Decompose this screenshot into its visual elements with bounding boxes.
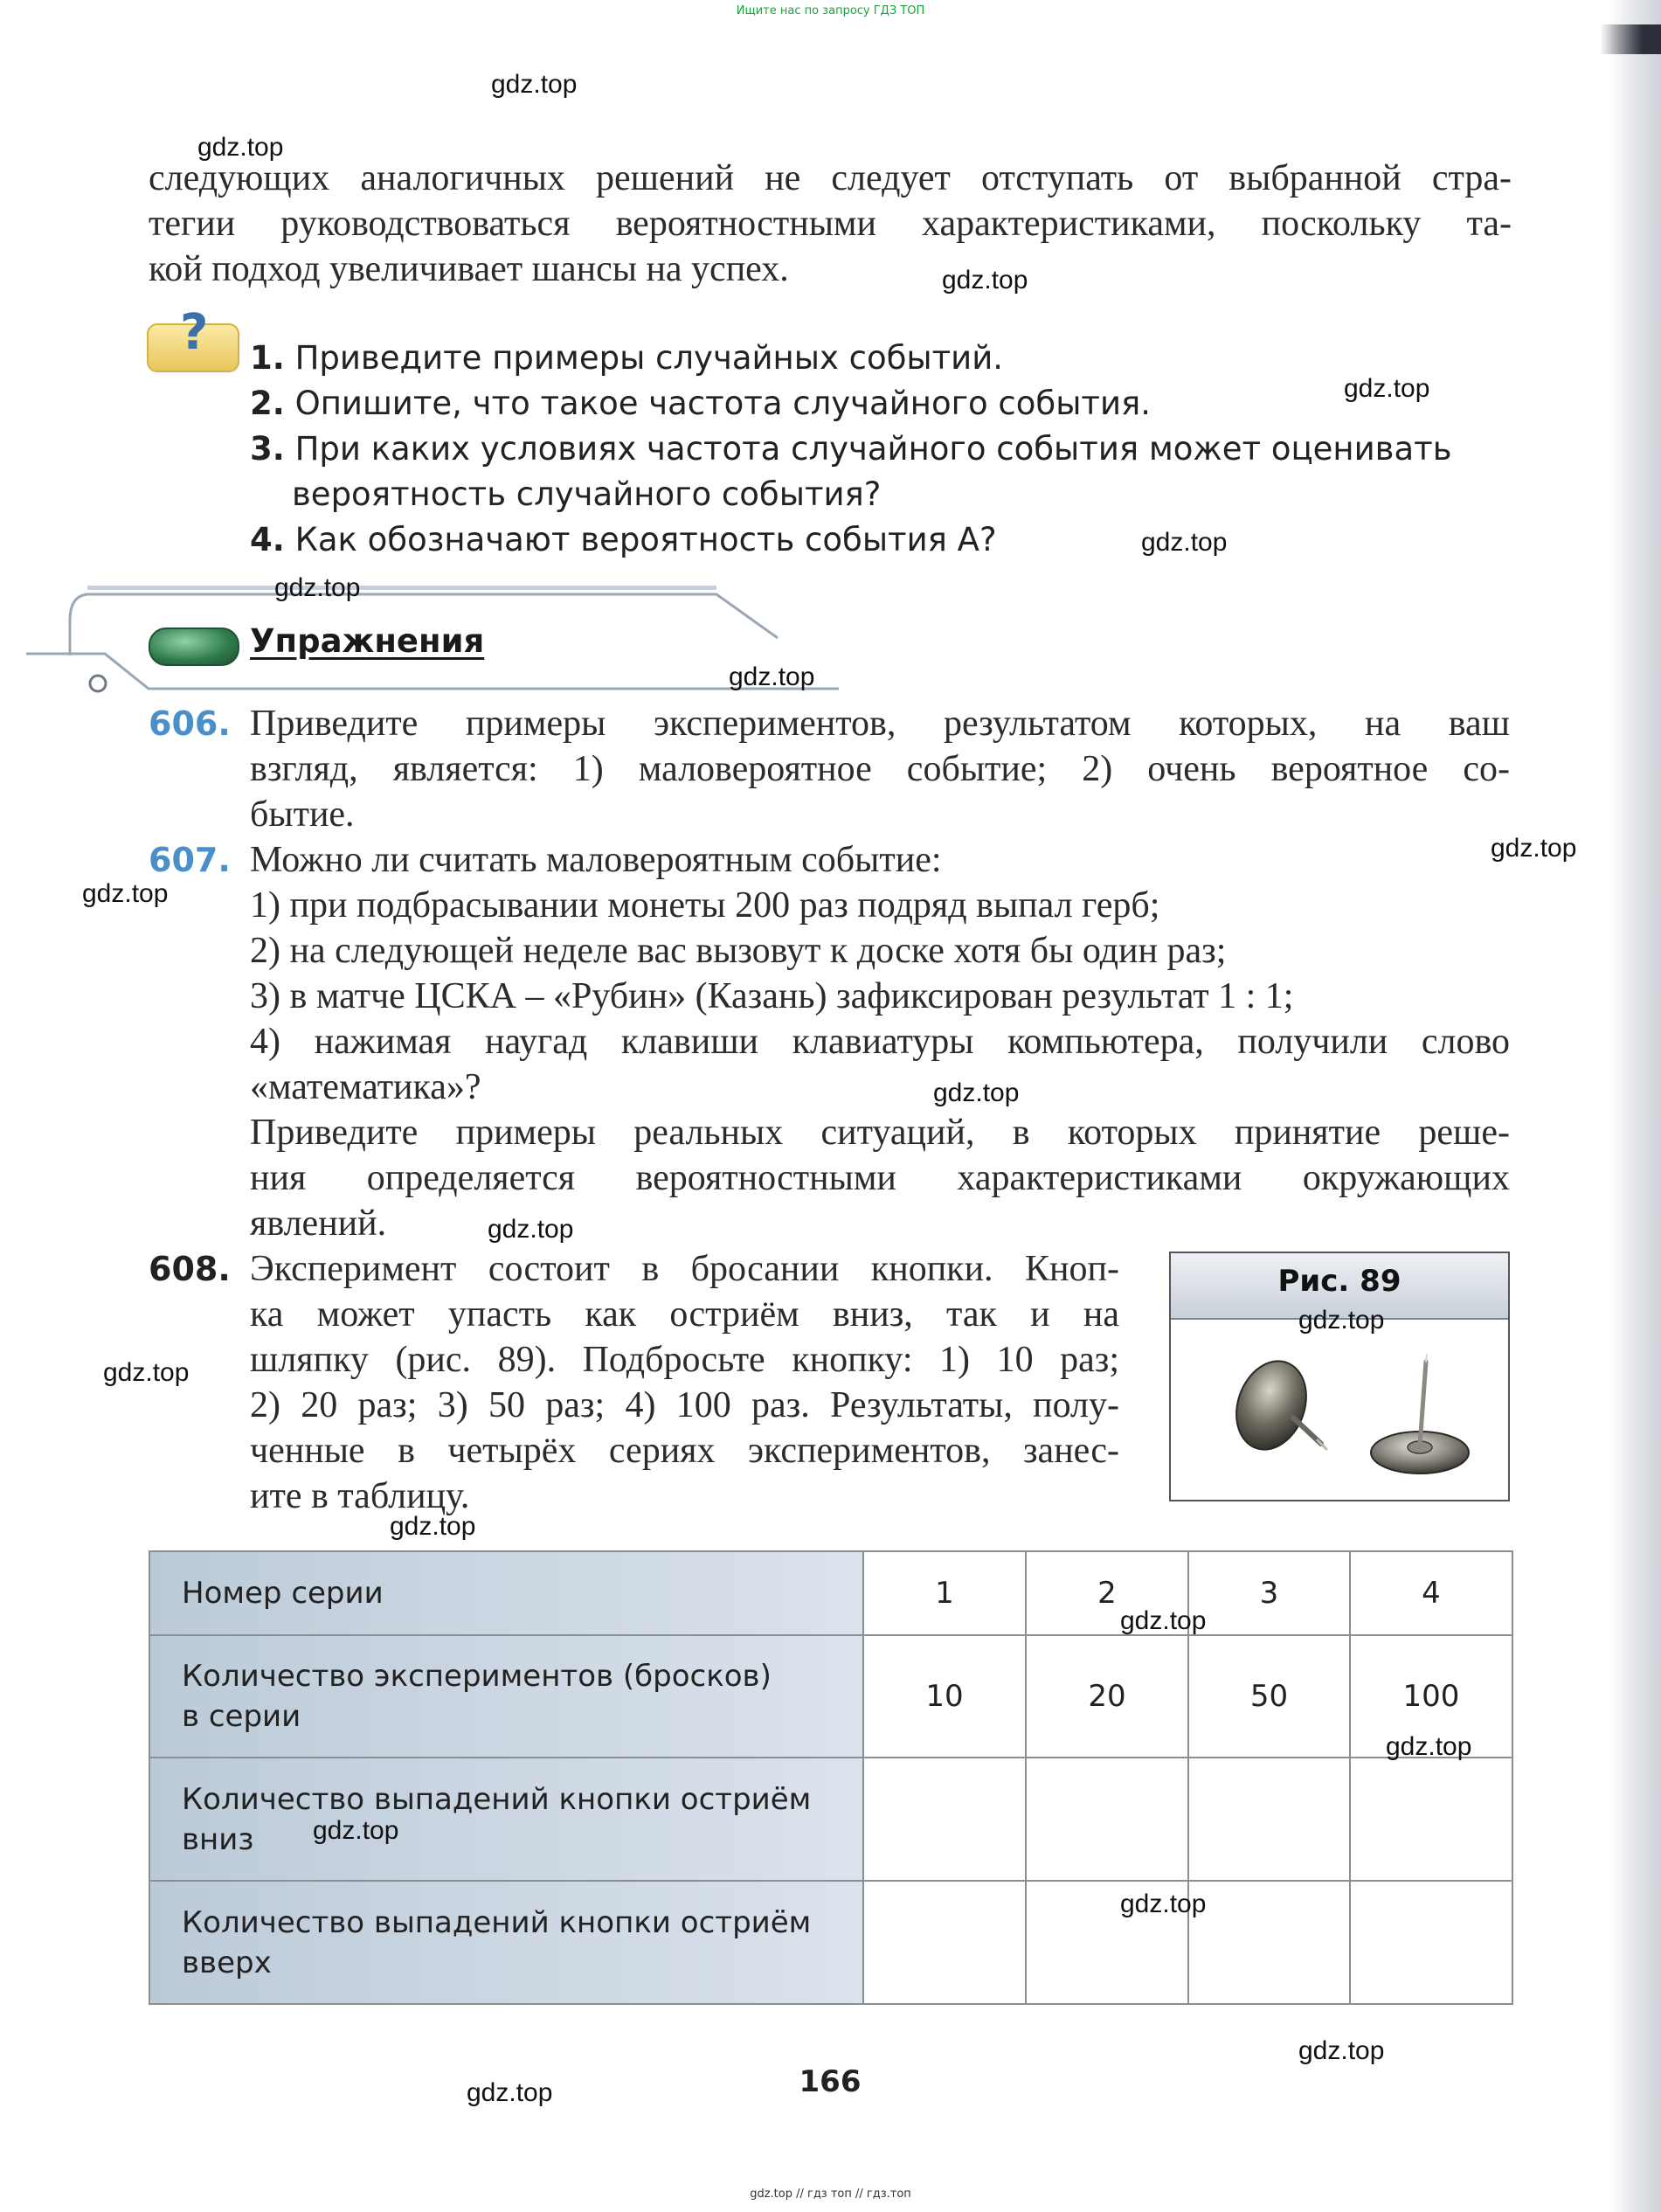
watermark: gdz.top (1298, 1306, 1385, 1335)
exercise-606-line-2: взгляд, является: 1) маловероятное событие; 2) очень вероятное со- (250, 749, 1510, 789)
table-row (149, 1635, 1512, 1758)
exercise-608-line-4: 2) 20 раз; 3) 50 раз; 4) 100 раз. Результаты, полу- (250, 1385, 1119, 1425)
watermark: gdz.top (1491, 834, 1577, 863)
table-cell (1350, 1758, 1512, 1881)
exercise-607-line-2: 1) при подбрасывании монеты 200 раз подряд выпал герб; (250, 885, 1160, 926)
table-cell: 2 (1026, 1551, 1188, 1635)
exercise-607-line-7: Приведите примеры реальных ситуаций, в которых принятие реше- (250, 1113, 1510, 1153)
question-number: 4. (250, 521, 285, 558)
exercise-608-line-3: шляпку (рис. 89). Подбросьте кнопку: 1) 10 раз; (250, 1340, 1119, 1380)
question-text: Как обозначают вероятность события A? (294, 521, 997, 558)
question-3-line-2: вероятность случайного события? (292, 475, 882, 513)
question-number: 1. (250, 339, 285, 377)
table-cell (1026, 1758, 1188, 1881)
watermark: gdz.top (1298, 2036, 1385, 2065)
watermark: gdz.top (1344, 374, 1430, 403)
table-cell (863, 1881, 1026, 2004)
table-cell: 100 (1350, 1635, 1512, 1758)
table-cell: 50 (1188, 1635, 1350, 1758)
table-cell: 10 (863, 1635, 1026, 1758)
question-text: Опишите, что такое частота случайного события. (294, 385, 1152, 422)
watermark: gdz.top (1386, 1732, 1472, 1761)
exercise-607-line-6: «математика»? (250, 1067, 481, 1107)
intro-line-3: кой подход увеличивает шансы на успех. (149, 249, 789, 289)
row-header: Номер серии (149, 1551, 863, 1635)
question-text: При каких условиях частота случайного события может оценивать (294, 430, 1452, 468)
intro-line-2: тегии руководствоваться вероятностными характеристиками, поскольку та- (149, 204, 1512, 244)
intro-line-1: следующих аналогичных решений не следует отступать от выбранной стра- (149, 158, 1512, 198)
figure-title: Рис. 89 (1277, 1264, 1401, 1299)
watermark: gdz.top (491, 70, 578, 99)
exercise-606-number: 606. (149, 704, 231, 743)
exercise-607-line-5: 4) нажимая наугад клавиши клавиатуры компьютера, получили слово (250, 1022, 1510, 1062)
exercise-608-line-1: Эксперимент состоит в бросании кнопки. Кноп- (250, 1249, 1119, 1289)
exercise-608-line-5: ченные в четырёх сериях экспериментов, занес- (250, 1431, 1119, 1471)
question-mark-icon: ? (180, 304, 209, 361)
question-number: 3. (250, 430, 285, 468)
row-header: Количество выпадений кнопки остриём вниз (149, 1758, 863, 1881)
exercise-607-line-1: Можно ли считать маловероятным событие: (250, 840, 942, 880)
watermark: gdz.top (1141, 528, 1228, 557)
question-1 (250, 336, 1003, 381)
table-cell: 20 (1026, 1635, 1188, 1758)
thumbtack-image (1223, 1346, 1485, 1486)
table-cell (863, 1758, 1026, 1881)
watermark: gdz.top (488, 1215, 574, 1244)
row-header: Количество выпадений кнопки остриём вверх (149, 1881, 863, 2004)
exercise-608-line-6: ите в таблицу. (250, 1476, 470, 1516)
exercise-606-line-1: Приведите примеры экспериментов, результатом которых, на ваш (250, 704, 1510, 744)
question-2 (250, 381, 1151, 426)
top-note: Ищите нас по запросу ГДЗ ТОП (736, 4, 925, 17)
watermark: gdz.top (1120, 1606, 1207, 1635)
question-number: 2. (250, 385, 285, 422)
watermark: gdz.top (390, 1512, 476, 1541)
exercise-607-line-9: явлений. (250, 1203, 387, 1244)
row-header: Количество экспериментов (бросков) в серии (149, 1635, 863, 1758)
exercise-606-line-3: бытие. (250, 794, 355, 835)
exercise-608-line-2: ка может упасть как остриём вниз, так и на (250, 1294, 1119, 1335)
exercise-607-line-3: 2) на следующей неделе вас вызовут к доске хотя бы один раз; (250, 931, 1227, 971)
watermark: gdz.top (467, 2078, 553, 2107)
table-cell: 3 (1188, 1551, 1350, 1635)
watermark: gdz.top (942, 266, 1028, 295)
table-row (149, 1551, 1512, 1635)
question-text: Приведите примеры случайных событий. (294, 339, 1004, 377)
section-icon (149, 628, 239, 666)
watermark: gdz.top (197, 133, 284, 162)
table-row (149, 1881, 1512, 2004)
watermark: gdz.top (103, 1358, 190, 1387)
exercise-607-number: 607. (149, 841, 231, 879)
bottom-note: gdz.top // гдз топ // гдз.топ (750, 2188, 911, 2201)
watermark: gdz.top (274, 573, 361, 602)
section-title: Упражнения (250, 622, 485, 660)
table-cell (1350, 1881, 1512, 2004)
page-number: 166 (799, 2064, 862, 2099)
table-cell: 4 (1350, 1551, 1512, 1635)
watermark: gdz.top (729, 662, 815, 691)
watermark: gdz.top (933, 1078, 1020, 1107)
watermark: gdz.top (82, 879, 169, 908)
table-cell: 1 (863, 1551, 1026, 1635)
exercise-607-line-8: ния определяется вероятностными характеристиками окружающих (250, 1158, 1510, 1198)
page-binding-shadow (1609, 0, 1661, 2212)
table-cell (1188, 1758, 1350, 1881)
watermark: gdz.top (313, 1816, 399, 1845)
table-cell (1188, 1881, 1350, 2004)
exercise-607-line-4: 3) в матче ЦСКА – «Рубин» (Казань) зафиксирован результат 1 : 1; (250, 976, 1294, 1016)
question-3 (250, 426, 1510, 472)
page-corner-shadow (1600, 24, 1661, 54)
question-4 (250, 517, 997, 563)
watermark: gdz.top (1120, 1890, 1207, 1918)
exercise-608-number: 608. (149, 1250, 231, 1288)
results-table (149, 1550, 1513, 2005)
